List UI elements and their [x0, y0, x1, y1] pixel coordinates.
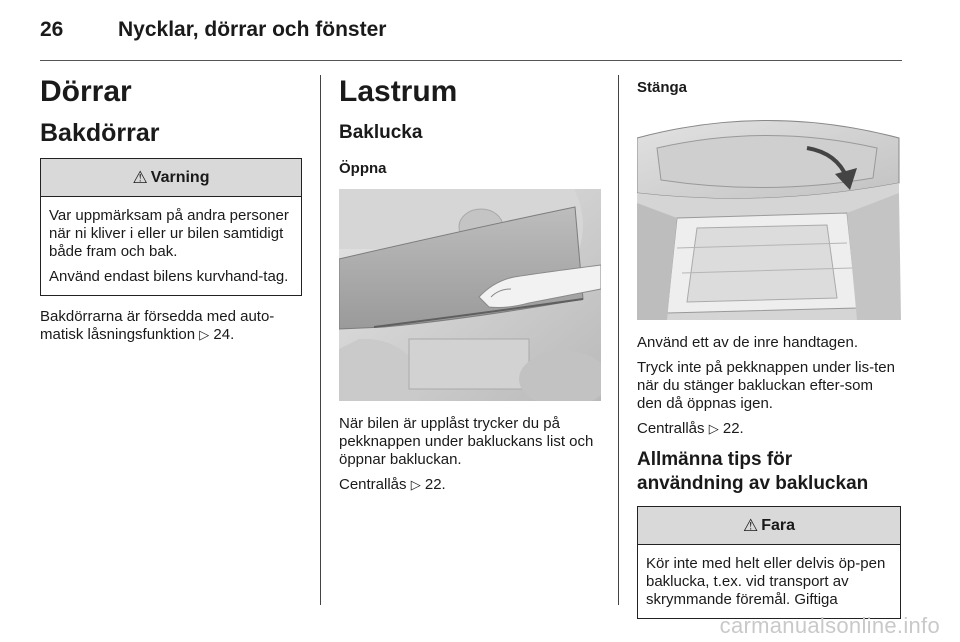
- warning-title: Varning: [150, 168, 210, 186]
- danger-box: [637, 506, 901, 619]
- warning-box-body: [41, 197, 301, 295]
- step-heading-open: Öppna: [339, 160, 387, 177]
- page-reference-arrow-icon: ▷: [199, 327, 210, 342]
- warning-triangle-icon: ⚠: [132, 167, 148, 187]
- step-heading-close: Stänga: [637, 79, 688, 96]
- section-heading-load-compartment: Lastrum: [339, 75, 458, 108]
- column-load-compartment: [339, 72, 601, 501]
- subsection-heading-rear-doors: Bakdörrar: [40, 119, 160, 147]
- tailgate-open-illustration: [339, 189, 601, 401]
- column-divider: [320, 75, 321, 605]
- section-heading-doors: Dörrar: [40, 75, 132, 108]
- warning-box: [40, 158, 302, 296]
- danger-box-body: [638, 545, 900, 618]
- column-doors: [40, 72, 302, 351]
- central-locking-ref: Centrallås ▷ 22.: [637, 420, 744, 437]
- page-reference[interactable]: 24.: [213, 326, 235, 343]
- watermark: carmanualsonline.info: [719, 613, 940, 638]
- subsection-heading-general-tips: Allmänna tips för användning av bakluckan: [637, 449, 869, 494]
- header-rule: [40, 60, 902, 61]
- closing-caution: Tryck inte på pekknappen under lis-ten när du stänger bakluckan efter-som den då öppnas igen.: [637, 359, 895, 412]
- column-divider: [618, 75, 619, 605]
- page-reference[interactable]: 22.: [722, 420, 744, 437]
- page-reference[interactable]: 22.: [424, 476, 446, 493]
- danger-text: Kör inte med helt eller delvis öp-pen baklucka, t.ex. vid transport av skrymmande föremål. Giftiga: [646, 555, 886, 608]
- rear-door-lock-text: Bakdörrarna är försedda med auto-matisk låsningsfunktion ▷ 24.: [40, 308, 275, 343]
- warning-triangle-icon: ⚠: [742, 515, 759, 535]
- warning-text: Var uppmärksam på andra personer när ni kliver i eller ur bilen samtidigt både fram och bak.: [49, 207, 289, 260]
- subsection-heading-tailgate: Baklucka: [339, 122, 423, 143]
- running-title: Nycklar, dörrar och fönster: [118, 18, 387, 41]
- warning-text: Använd endast bilens kurvhand-tag.: [49, 268, 289, 285]
- page-reference-arrow-icon: ▷: [410, 477, 421, 492]
- page-reference-arrow-icon: ▷: [708, 421, 719, 436]
- illustration-opening-tailgate: [339, 189, 601, 401]
- column-closing: [637, 72, 901, 619]
- page-header: [40, 18, 902, 48]
- danger-title: Fara: [761, 516, 796, 534]
- illustration-closing-tailgate: [637, 108, 901, 320]
- warning-box-header: [41, 159, 301, 197]
- tailgate-close-illustration: [637, 108, 901, 320]
- closing-instruction: Använd ett av de inre handtagen.: [637, 334, 859, 351]
- central-locking-ref: Centrallås ▷ 22.: [339, 476, 446, 493]
- page-number: 26: [40, 18, 64, 41]
- opening-instruction: När bilen är upplåst trycker du på pekknappen under bakluckans list och öppnar bakluckan.: [339, 415, 594, 468]
- danger-box-header: [638, 507, 900, 545]
